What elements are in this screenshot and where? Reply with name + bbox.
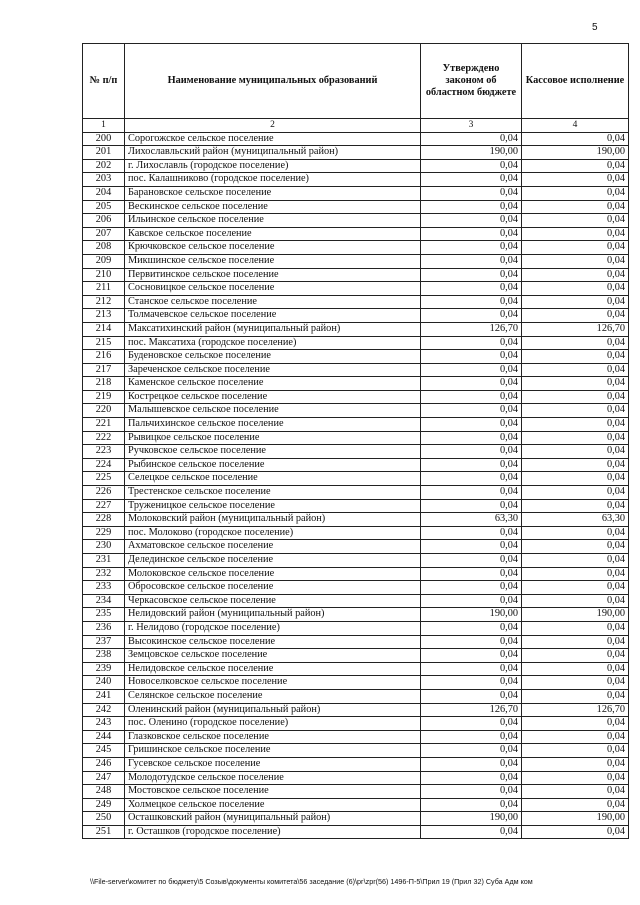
row-approved: 0,04 [421, 757, 522, 771]
row-approved: 0,04 [421, 336, 522, 350]
row-number: 222 [83, 431, 125, 445]
row-executed: 0,04 [522, 771, 629, 785]
row-name: Труженицкое сельское поселение [125, 499, 421, 513]
row-approved: 0,04 [421, 499, 522, 513]
table-row [83, 186, 629, 200]
page-number: 5 [592, 22, 598, 33]
table-row [83, 730, 629, 744]
row-number: 211 [83, 282, 125, 296]
table-row [83, 798, 629, 812]
row-executed: 126,70 [522, 322, 629, 336]
row-approved: 0,04 [421, 621, 522, 635]
table-row [83, 744, 629, 758]
budget-table [82, 43, 629, 839]
row-number: 246 [83, 757, 125, 771]
header-name: Наименование муниципальных образований [125, 44, 421, 119]
row-number: 230 [83, 540, 125, 554]
row-name: Холмецкое сельское поселение [125, 798, 421, 812]
row-approved: 0,04 [421, 458, 522, 472]
row-name: Малышевское сельское поселение [125, 404, 421, 418]
row-number: 201 [83, 146, 125, 160]
table-row [83, 513, 629, 527]
row-name: Ильинское сельское поселение [125, 214, 421, 228]
table-row [83, 608, 629, 622]
row-number: 224 [83, 458, 125, 472]
row-number: 213 [83, 309, 125, 323]
row-number: 214 [83, 322, 125, 336]
row-approved: 190,00 [421, 146, 522, 160]
row-name: Зареченское сельское поселение [125, 363, 421, 377]
row-approved: 0,04 [421, 214, 522, 228]
row-executed: 0,04 [522, 186, 629, 200]
row-number: 244 [83, 730, 125, 744]
row-executed: 0,04 [522, 730, 629, 744]
row-name: г. Лихославль (городское поселение) [125, 159, 421, 173]
row-approved: 0,04 [421, 662, 522, 676]
row-approved: 0,04 [421, 309, 522, 323]
row-number: 200 [83, 132, 125, 146]
row-name: Гусевское сельское поселение [125, 757, 421, 771]
table-row [83, 214, 629, 228]
table-row [83, 173, 629, 187]
index-cell: 2 [125, 119, 421, 133]
table-body [83, 132, 629, 839]
row-approved: 0,04 [421, 785, 522, 799]
row-number: 220 [83, 404, 125, 418]
row-approved: 0,04 [421, 363, 522, 377]
row-approved: 0,04 [421, 676, 522, 690]
row-number: 217 [83, 363, 125, 377]
table-row [83, 295, 629, 309]
row-executed: 190,00 [522, 146, 629, 160]
table-row [83, 431, 629, 445]
row-approved: 0,04 [421, 377, 522, 391]
row-number: 219 [83, 390, 125, 404]
row-number: 241 [83, 689, 125, 703]
row-approved: 0,04 [421, 486, 522, 500]
row-executed: 0,04 [522, 499, 629, 513]
row-name: Ручковское сельское поселение [125, 445, 421, 459]
row-executed: 0,04 [522, 825, 629, 839]
row-approved: 0,04 [421, 186, 522, 200]
table-row [83, 282, 629, 296]
index-cell: 1 [83, 119, 125, 133]
row-executed: 0,04 [522, 200, 629, 214]
row-number: 204 [83, 186, 125, 200]
row-number: 208 [83, 241, 125, 255]
row-approved: 126,70 [421, 703, 522, 717]
row-name: Молоковское сельское поселение [125, 567, 421, 581]
row-approved: 0,04 [421, 825, 522, 839]
row-executed: 190,00 [522, 812, 629, 826]
row-number: 249 [83, 798, 125, 812]
header-num: № п/п [83, 44, 125, 119]
row-number: 226 [83, 486, 125, 500]
table-row [83, 472, 629, 486]
row-approved: 0,04 [421, 295, 522, 309]
table-row [83, 159, 629, 173]
row-number: 232 [83, 567, 125, 581]
row-approved: 0,04 [421, 730, 522, 744]
row-approved: 0,04 [421, 350, 522, 364]
row-name: Максатихинский район (муниципальный район) [125, 322, 421, 336]
row-approved: 0,04 [421, 173, 522, 187]
row-number: 248 [83, 785, 125, 799]
row-number: 210 [83, 268, 125, 282]
row-number: 245 [83, 744, 125, 758]
row-executed: 0,04 [522, 404, 629, 418]
row-executed: 0,04 [522, 798, 629, 812]
header-row [83, 44, 629, 119]
row-number: 225 [83, 472, 125, 486]
row-executed: 0,04 [522, 227, 629, 241]
row-name: Делединское сельское поселение [125, 554, 421, 568]
table-row [83, 200, 629, 214]
table-row [83, 771, 629, 785]
table-row [83, 540, 629, 554]
row-number: 251 [83, 825, 125, 839]
row-number: 234 [83, 594, 125, 608]
row-executed: 0,04 [522, 689, 629, 703]
row-name: Нелидовский район (муниципальный район) [125, 608, 421, 622]
row-executed: 0,04 [522, 336, 629, 350]
row-approved: 0,04 [421, 526, 522, 540]
row-name: Черкасовское сельское поселение [125, 594, 421, 608]
row-name: пос. Оленино (городское поселение) [125, 717, 421, 731]
row-number: 235 [83, 608, 125, 622]
row-number: 218 [83, 377, 125, 391]
row-executed: 0,04 [522, 717, 629, 731]
row-executed: 0,04 [522, 132, 629, 146]
row-number: 209 [83, 254, 125, 268]
row-executed: 0,04 [522, 241, 629, 255]
table-row [83, 132, 629, 146]
row-name: Рыбинское сельское поселение [125, 458, 421, 472]
row-name: Мостовское сельское поселение [125, 785, 421, 799]
table-row [83, 526, 629, 540]
index-cell: 3 [421, 119, 522, 133]
table-row [83, 594, 629, 608]
row-executed: 0,04 [522, 594, 629, 608]
row-executed: 0,04 [522, 567, 629, 581]
table-row [83, 635, 629, 649]
row-executed: 0,04 [522, 554, 629, 568]
header-execution: Кассовое исполнение [522, 44, 629, 119]
table-row [83, 418, 629, 432]
row-approved: 0,04 [421, 390, 522, 404]
row-name: Оленинский район (муниципальный район) [125, 703, 421, 717]
row-number: 207 [83, 227, 125, 241]
table-row [83, 717, 629, 731]
row-approved: 0,04 [421, 540, 522, 554]
row-name: Лихославльский район (муниципальный район) [125, 146, 421, 160]
table-row [83, 785, 629, 799]
table-row [83, 363, 629, 377]
row-name: Обросовское сельское поселение [125, 581, 421, 595]
row-approved: 0,04 [421, 268, 522, 282]
row-number: 227 [83, 499, 125, 513]
table-row [83, 268, 629, 282]
table-row [83, 757, 629, 771]
table-row [83, 404, 629, 418]
row-executed: 190,00 [522, 608, 629, 622]
row-approved: 0,04 [421, 554, 522, 568]
row-name: Глазковское сельское поселение [125, 730, 421, 744]
row-approved: 0,04 [421, 132, 522, 146]
row-number: 228 [83, 513, 125, 527]
row-executed: 0,04 [522, 363, 629, 377]
row-name: Осташковский район (муниципальный район) [125, 812, 421, 826]
row-name: Молоковский район (муниципальный район) [125, 513, 421, 527]
row-number: 229 [83, 526, 125, 540]
row-number: 236 [83, 621, 125, 635]
row-executed: 0,04 [522, 268, 629, 282]
row-executed: 0,04 [522, 540, 629, 554]
row-number: 202 [83, 159, 125, 173]
table-row [83, 567, 629, 581]
row-executed: 0,04 [522, 662, 629, 676]
row-name: Каменское сельское поселение [125, 377, 421, 391]
table-row [83, 812, 629, 826]
row-number: 223 [83, 445, 125, 459]
header-approved: Утверждено законом об областном бюджете [421, 44, 522, 119]
row-approved: 190,00 [421, 812, 522, 826]
row-name: Микшинское сельское поселение [125, 254, 421, 268]
row-number: 239 [83, 662, 125, 676]
row-approved: 0,04 [421, 567, 522, 581]
row-executed: 0,04 [522, 486, 629, 500]
table-row [83, 689, 629, 703]
file-path-footer: \\File-server\комитет по бюджету\5 Созыв\документы комитета\56 заседание (6)\рг\zpr(56) 1496-П-5\Прил 19 (Прил 32) Суба Адм ком [90, 877, 533, 886]
row-number: 215 [83, 336, 125, 350]
row-executed: 0,04 [522, 785, 629, 799]
row-number: 247 [83, 771, 125, 785]
row-executed: 0,04 [522, 445, 629, 459]
row-name: пос. Молоково (городское поселение) [125, 526, 421, 540]
row-executed: 126,70 [522, 703, 629, 717]
row-number: 250 [83, 812, 125, 826]
row-approved: 0,04 [421, 445, 522, 459]
row-name: Станское сельское поселение [125, 295, 421, 309]
row-approved: 63,30 [421, 513, 522, 527]
row-name: Гришинское сельское поселение [125, 744, 421, 758]
row-approved: 0,04 [421, 649, 522, 663]
table-row [83, 486, 629, 500]
table-row [83, 662, 629, 676]
row-executed: 0,04 [522, 173, 629, 187]
row-name: Селянское сельское поселение [125, 689, 421, 703]
row-approved: 0,04 [421, 431, 522, 445]
row-approved: 0,04 [421, 241, 522, 255]
row-approved: 0,04 [421, 581, 522, 595]
row-approved: 0,04 [421, 689, 522, 703]
row-name: пос. Калашниково (городское поселение) [125, 173, 421, 187]
row-number: 221 [83, 418, 125, 432]
table-row [83, 390, 629, 404]
row-approved: 0,04 [421, 594, 522, 608]
row-executed: 0,04 [522, 214, 629, 228]
table-row [83, 445, 629, 459]
row-approved: 0,04 [421, 282, 522, 296]
row-executed: 0,04 [522, 295, 629, 309]
row-name: г. Осташков (городское поселение) [125, 825, 421, 839]
row-number: 212 [83, 295, 125, 309]
row-name: Новоселковское сельское поселение [125, 676, 421, 690]
row-approved: 0,04 [421, 472, 522, 486]
row-executed: 0,04 [522, 621, 629, 635]
row-approved: 126,70 [421, 322, 522, 336]
row-name: Молодотудское сельское поселение [125, 771, 421, 785]
row-approved: 0,04 [421, 159, 522, 173]
table-row [83, 458, 629, 472]
row-executed: 0,04 [522, 744, 629, 758]
row-executed: 0,04 [522, 526, 629, 540]
row-name: Земцовское сельское поселение [125, 649, 421, 663]
row-name: Буденовское сельское поселение [125, 350, 421, 364]
row-executed: 0,04 [522, 390, 629, 404]
row-name: Сосновицкое сельское поселение [125, 282, 421, 296]
row-approved: 0,04 [421, 418, 522, 432]
row-executed: 0,04 [522, 676, 629, 690]
row-executed: 0,04 [522, 757, 629, 771]
row-number: 238 [83, 649, 125, 663]
table-row [83, 825, 629, 839]
table-row [83, 621, 629, 635]
row-executed: 0,04 [522, 649, 629, 663]
row-executed: 0,04 [522, 418, 629, 432]
row-approved: 0,04 [421, 635, 522, 649]
row-name: Рывицкое сельское поселение [125, 431, 421, 445]
table-row [83, 309, 629, 323]
row-approved: 0,04 [421, 254, 522, 268]
row-approved: 0,04 [421, 771, 522, 785]
row-approved: 190,00 [421, 608, 522, 622]
row-approved: 0,04 [421, 200, 522, 214]
row-approved: 0,04 [421, 717, 522, 731]
row-approved: 0,04 [421, 798, 522, 812]
row-number: 206 [83, 214, 125, 228]
row-number: 243 [83, 717, 125, 731]
table-row [83, 581, 629, 595]
table-row [83, 254, 629, 268]
row-name: Высокинское сельское поселение [125, 635, 421, 649]
index-cell: 4 [522, 119, 629, 133]
table-row [83, 676, 629, 690]
table-row [83, 146, 629, 160]
row-number: 233 [83, 581, 125, 595]
row-number: 242 [83, 703, 125, 717]
row-name: пос. Максатиха (городское поселение) [125, 336, 421, 350]
table-row [83, 336, 629, 350]
row-number: 240 [83, 676, 125, 690]
row-number: 237 [83, 635, 125, 649]
row-executed: 0,04 [522, 377, 629, 391]
row-name: Первитинское сельское поселение [125, 268, 421, 282]
row-executed: 63,30 [522, 513, 629, 527]
row-name: Селецкое сельское поселение [125, 472, 421, 486]
row-name: Кострецкое сельское поселение [125, 390, 421, 404]
row-name: Ахматовское сельское поселение [125, 540, 421, 554]
row-name: Пальчихинское сельское поселение [125, 418, 421, 432]
row-executed: 0,04 [522, 472, 629, 486]
row-name: Сорогожское сельское поселение [125, 132, 421, 146]
row-number: 216 [83, 350, 125, 364]
row-executed: 0,04 [522, 282, 629, 296]
table-row [83, 241, 629, 255]
row-name: Крючковское сельское поселение [125, 241, 421, 255]
row-number: 205 [83, 200, 125, 214]
row-executed: 0,04 [522, 350, 629, 364]
row-name: г. Нелидово (городское поселение) [125, 621, 421, 635]
row-name: Барановское сельское поселение [125, 186, 421, 200]
row-executed: 0,04 [522, 309, 629, 323]
row-executed: 0,04 [522, 635, 629, 649]
table-row [83, 554, 629, 568]
table-row [83, 350, 629, 364]
row-name: Вескинское сельское поселение [125, 200, 421, 214]
row-name: Кавское сельское поселение [125, 227, 421, 241]
row-approved: 0,04 [421, 404, 522, 418]
row-approved: 0,04 [421, 744, 522, 758]
row-number: 231 [83, 554, 125, 568]
row-executed: 0,04 [522, 159, 629, 173]
row-executed: 0,04 [522, 254, 629, 268]
row-executed: 0,04 [522, 581, 629, 595]
row-number: 203 [83, 173, 125, 187]
row-name: Трестенское сельское поселение [125, 486, 421, 500]
table-row [83, 227, 629, 241]
table-row [83, 499, 629, 513]
table-row [83, 322, 629, 336]
table-row [83, 649, 629, 663]
table-row [83, 703, 629, 717]
row-name: Нелидовское сельское поселение [125, 662, 421, 676]
index-row [83, 119, 629, 133]
row-executed: 0,04 [522, 431, 629, 445]
row-approved: 0,04 [421, 227, 522, 241]
row-name: Толмачевское сельское поселение [125, 309, 421, 323]
row-executed: 0,04 [522, 458, 629, 472]
table-row [83, 377, 629, 391]
